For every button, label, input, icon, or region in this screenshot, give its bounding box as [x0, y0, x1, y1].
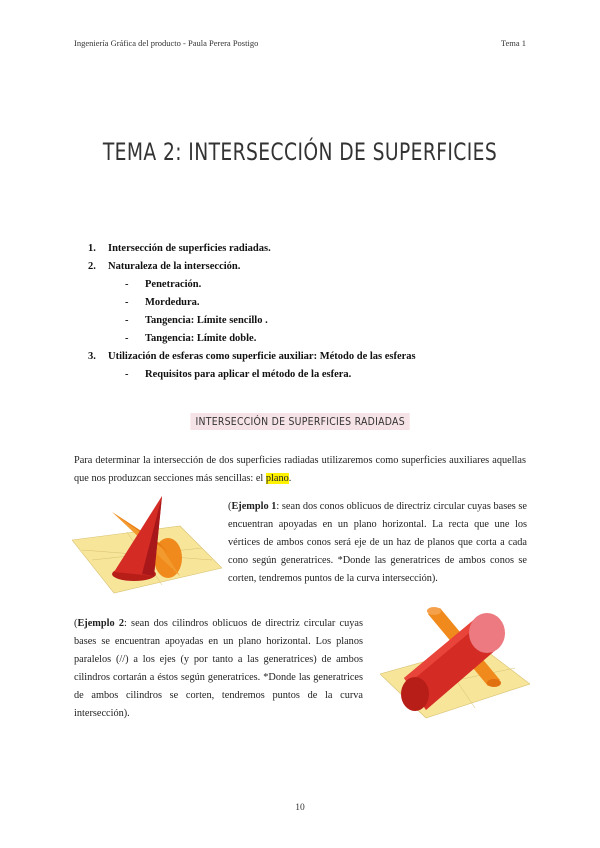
toc-item: 2. Naturaleza de la intersección.	[88, 261, 241, 272]
toc-subitem: - Requisitos para aplicar el método de la esfera.	[125, 369, 352, 380]
highlighted-word: plano	[265, 473, 289, 484]
section-heading: INTERSECCIÓN DE SUPERFICIES RADIADAS	[0, 412, 600, 430]
example-2-paragraph: (Ejemplo 2: sean dos cilindros oblicuos de directriz circular cuyas bases se encuentran apoyadas en un plano horizontal. Los planos paralelos (//) a los ejes (y por tanto a las generatrices) de ambos cilindros cortarán a éstos según generatrices. *Donde las generatrices de ambos cilindros se corten, tendremos puntos de la curva intersección).	[74, 618, 363, 719]
cones-intersection-figure	[72, 490, 222, 595]
toc-subitem: - Penetración.	[125, 279, 202, 290]
toc-subitem: - Mordedura.	[125, 297, 200, 308]
cylinders-intersection-figure	[380, 600, 530, 725]
toc-item: 1. Intersección de superficies radiadas.	[88, 243, 271, 254]
header-left: Ingeniería Gráfica del producto - Paula Perera Postigo	[74, 38, 259, 48]
example-2-label: Ejemplo 2	[77, 618, 124, 629]
header-right: Tema 1	[500, 38, 526, 48]
toc-subitem: - Tangencia: Límite sencillo .	[125, 315, 268, 326]
toc-item: 3. Utilización de esferas como superficie auxiliar: Método de las esferas	[88, 351, 416, 362]
table-of-contents	[88, 240, 416, 384]
example-1-label: Ejemplo 1	[231, 501, 277, 512]
toc-subitem: - Tangencia: Límite doble.	[125, 333, 257, 344]
example-1-paragraph: (Ejemplo 1: sean dos conos oblicuos de directriz circular cuyas bases se encuentran apoyadas en un plano horizontal. La recta que une los vértices de ambos conos será eje de un haz de planos que corta a cada cono según generatrices. *Donde las generatrices de ambos conos se corten, tendremos puntos de la curva intersección).	[228, 501, 528, 584]
intro-paragraph: Para determinar la intersección de dos superficies radiadas utilizaremos como superficies auxiliares aquellas que nos produzcan secciones más sencillas: el plano.	[74, 455, 526, 484]
page-header	[74, 38, 526, 48]
page-title: TEMA 2: INTERSECCIÓN DE SUPERFICIES	[102, 138, 498, 166]
page-number: 10	[295, 803, 305, 813]
